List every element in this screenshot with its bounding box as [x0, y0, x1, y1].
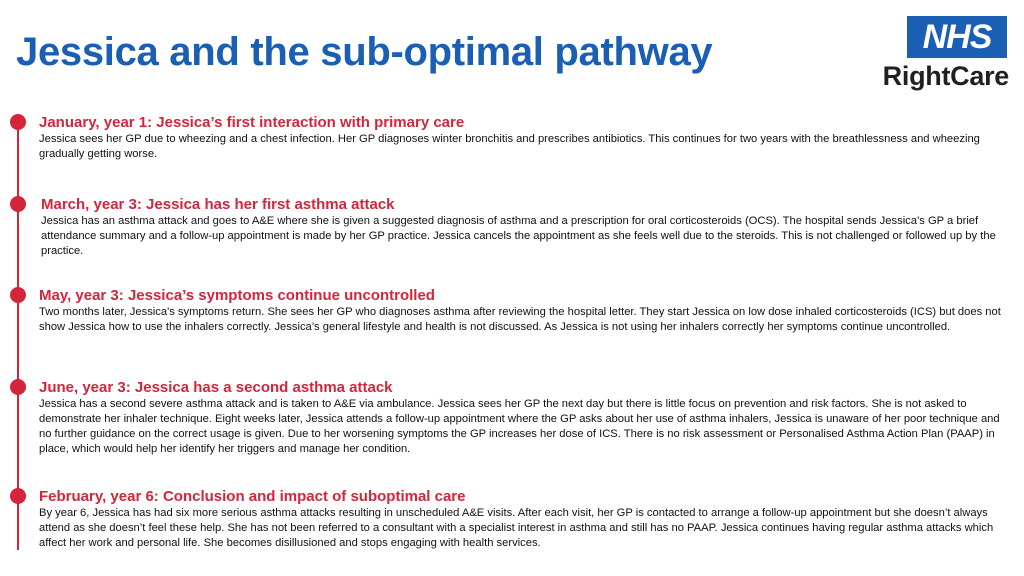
page-title: Jessica and the sub-optimal pathway — [16, 30, 713, 74]
timeline-dot — [10, 196, 26, 212]
event-heading: January, year 1: Jessica’s first interaction with primary care — [39, 114, 465, 131]
event-heading: June, year 3: Jessica has a second asthma attack — [39, 379, 393, 396]
timeline-event-may-year-3 — [39, 287, 1004, 335]
timeline-dot — [10, 114, 26, 130]
event-body: By year 6, Jessica has had six more serious asthma attacks resulting in unscheduled A&E visits. After each visit, her GP is contacted to arrange a follow-up appointment but she doesn’t always attend as she doesn’t feel these help. She has not been referred to a consultant with a specialist interest in asthma and still has no PAAP. Jessica continues having regular asthma attacks which affect her work and personal life. She becomes disillusioned and stops engaging with health services. — [39, 507, 994, 549]
event-heading: February, year 6: Conclusion and impact of suboptimal care — [39, 488, 466, 505]
event-body: Jessica has an asthma attack and goes to A&E where she is given a suggested diagnosis of asthma and a prescription for oral corticosteroids (OCS). The hospital sends Jessica’s GP a brief attendance summary and a follow-up appointment is made by her GP practice. Jessica cancels the appointment as she feels well due to the steroids. This is not challenged or followed up by the practice. — [41, 215, 996, 257]
event-body: Jessica has a second severe asthma attack and is taken to A&E via ambulance. Jessica sees her GP the next day but there is little focus on prevention and risk factors. She is not asked to demonstrate her inhaler technique. Eight weeks later, Jessica attends a follow-up appointment where the GP asks about her use of asthma inhalers, Jessica is unaware of her poor technique and no further guidance on the correct usage is given. Due to her worsening symptoms the GP increases her dose of ICS. There is no risk assessment or Personalised Asthma Action Plan (PAAP) in place, which would help her identify her triggers and manage her condition. — [39, 398, 1000, 455]
event-body: Jessica sees her GP due to wheezing and a chest infection. Her GP diagnoses winter bronchitis and prescribes antibiotics. This continues for two years with the breathlessness and wheezing gradually getting worse. — [39, 133, 980, 160]
rightcare-logo-text: RightCare — [882, 61, 1009, 91]
timeline-event-january-year-1 — [39, 114, 1004, 162]
timeline-dot — [10, 488, 26, 504]
event-heading: March, year 3: Jessica has her first asthma attack — [41, 196, 395, 213]
timeline-event-february-year-6 — [39, 488, 1004, 551]
timeline-line — [17, 120, 19, 550]
timeline-event-june-year-3 — [39, 379, 1004, 457]
nhs-logo-box: NHS — [907, 16, 1007, 58]
timeline-dot — [10, 379, 26, 395]
timeline-dot — [10, 287, 26, 303]
timeline-event-march-year-3 — [41, 196, 1006, 259]
event-heading: May, year 3: Jessica’s symptoms continue uncontrolled — [39, 287, 435, 304]
event-body: Two months later, Jessica's symptoms return. She sees her GP who diagnoses asthma after reviewing the hospital letter. They start Jessica on low dose inhaled corticosteroids (ICS) but does not show Jessica how to use the inhalers correctly. Jessica’s general lifestyle and health is not discussed. As Jessica is not using her inhalers correctly her symptoms continue uncontrolled. — [39, 306, 1001, 333]
